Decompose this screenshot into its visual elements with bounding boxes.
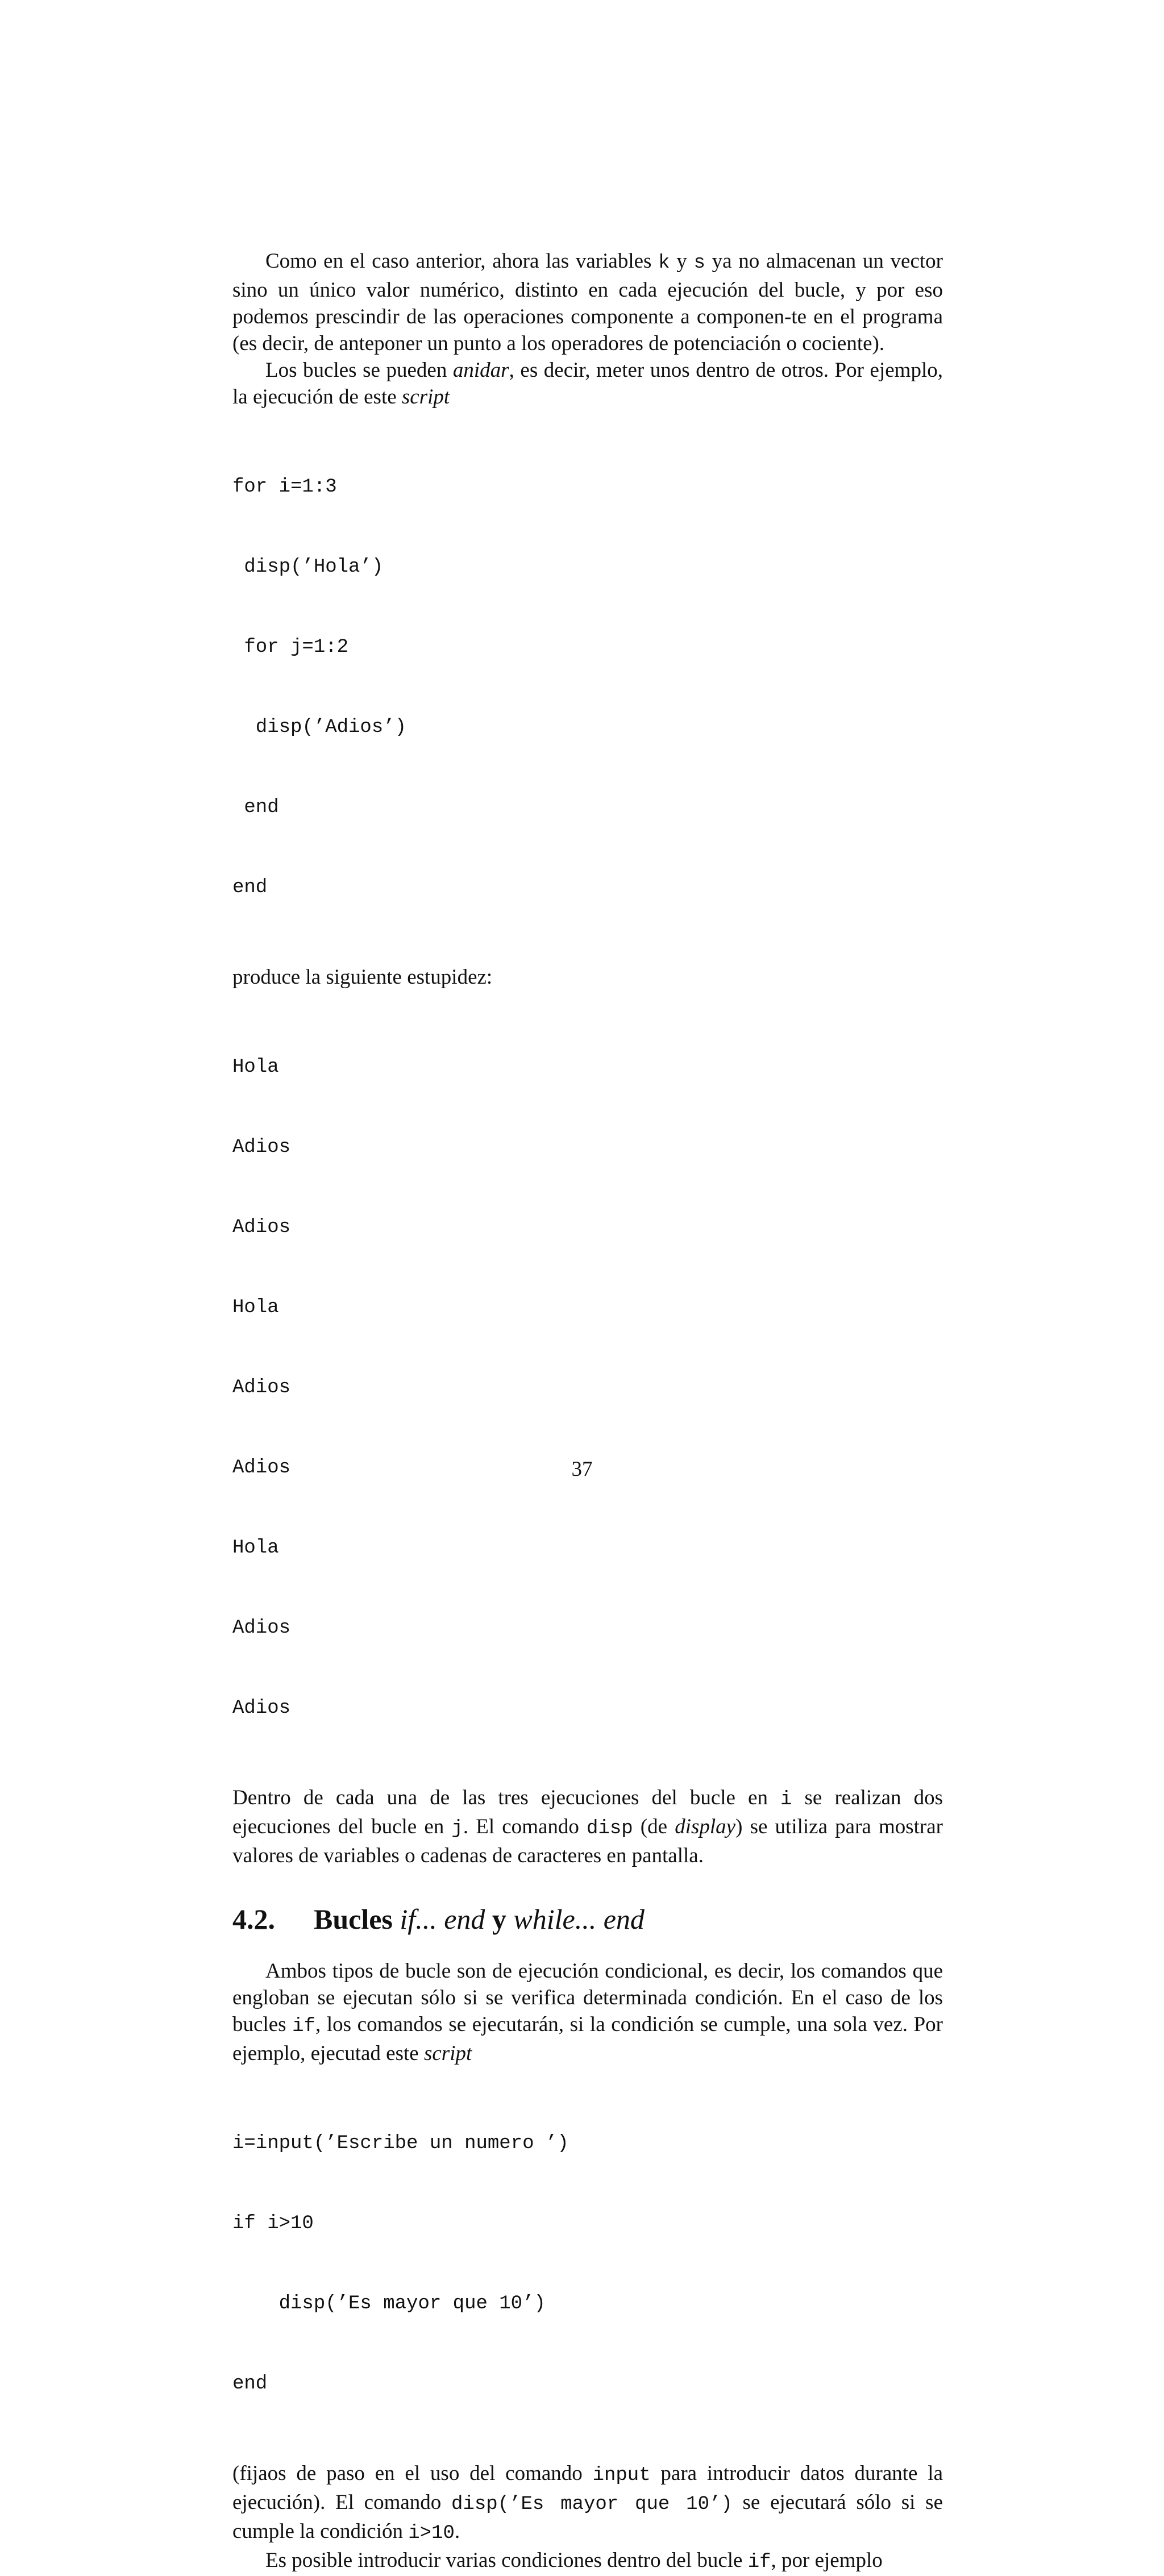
code-line: for i=1:3	[232, 476, 337, 498]
code-block-nested-for	[232, 421, 943, 955]
emphasis: anidar	[452, 359, 509, 382]
code-line: end	[232, 877, 268, 898]
text: , por ejemplo	[771, 2549, 883, 2572]
inline-code: input	[592, 2465, 651, 2486]
text: (fijaos de paso en el uso del comando	[232, 2462, 593, 2485]
code-line: for j=1:2	[232, 636, 349, 658]
paragraph-variables	[232, 248, 943, 357]
emphasis: script	[401, 385, 450, 409]
section-heading	[232, 1902, 943, 1936]
page-body	[232, 248, 943, 2576]
text: se ejecutará sólo si se cumple la condición	[232, 2491, 943, 2543]
text: Es posible introducir varias condiciones dentro del bucle	[265, 2549, 748, 2572]
output-line: Hola	[232, 1537, 279, 1559]
code-line: disp(’Adios’)	[232, 717, 407, 738]
output-line: Adios	[232, 1377, 291, 1399]
heading-text: y	[485, 1903, 514, 1935]
text: Los bucles se pueden	[265, 359, 453, 382]
inline-code: s	[693, 252, 705, 274]
inline-code: disp(’Es mayor que 10’)	[451, 2494, 733, 2515]
section-number: 4.2.	[232, 1903, 275, 1935]
text: , es decir, meter unos dentro de otros. Por ejemplo, la ejecución de este	[232, 359, 943, 409]
inline-code: disp	[587, 1818, 633, 1840]
text: para introducir datos durante la ejecución). El comando	[232, 2462, 943, 2514]
text: y	[670, 249, 694, 273]
output-line: Adios	[232, 1457, 291, 1479]
inline-code: if	[292, 2016, 315, 2037]
inline-code: k	[658, 252, 670, 274]
output-line: Hola	[232, 1056, 279, 1078]
text: Dentro de cada una de las tres ejecuciones del bucle en	[232, 1786, 781, 1809]
code-line: i=input(’Escribe un numero ’)	[232, 2133, 569, 2154]
text: .	[454, 2520, 460, 2543]
code-line: end	[232, 2373, 268, 2395]
text: Como en el caso anterior, ahora las variables	[265, 249, 659, 273]
code-block-if	[232, 2077, 943, 2451]
output-line: Adios	[232, 1697, 291, 1719]
heading-text: Bucles	[314, 1903, 400, 1935]
text: ) se utiliza para mostrar valores de variables o cadenas de caracteres en pantalla.	[232, 1815, 943, 1867]
code-block-output	[232, 1001, 943, 1775]
emphasis: script	[423, 2042, 472, 2065]
inline-code: i>10	[408, 2523, 455, 2544]
code-line: disp(’Es mayor que 10’)	[232, 2293, 546, 2315]
output-line: Hola	[232, 1297, 279, 1318]
text: . El comando	[463, 1815, 587, 1838]
code-line: disp(’Hola’)	[232, 556, 384, 578]
page-number: 37	[571, 1458, 593, 1481]
paragraph-produces: produce la siguiente estupidez:	[232, 966, 493, 989]
inline-code: j	[451, 1818, 463, 1840]
text: ya no almacenan un vector sino un único valor numérico, distinto en cada ejecución del bucle, y por eso podemos prescindir de las operaciones componente a componen-te en el programa (es decir, de anteponer un punto a los operadores de potenciación o cociente).	[232, 249, 943, 355]
text: se realizan dos ejecuciones del bucle en	[232, 1786, 943, 1838]
paragraph-multiple-conditions	[232, 2547, 943, 2576]
paragraph-nested-loops	[232, 357, 943, 410]
paragraph-explanation	[232, 1784, 943, 1869]
heading-emphasis: if... end	[400, 1903, 485, 1935]
code-line: if i>10	[232, 2213, 314, 2234]
heading-emphasis: while... end	[513, 1903, 645, 1935]
text: Ambos tipos de bucle son de ejecución condicional, es decir, los comandos que engloban se ejecutan sólo si se verifica determinada condición. En el caso de los bucles	[232, 1959, 943, 2036]
inline-code: i	[780, 1789, 792, 1811]
text: , los comandos se ejecutarán, si la condición se cumple, una sola vez. Por ejemplo, ejecutad este	[232, 2013, 943, 2065]
output-line: Adios	[232, 1217, 291, 1238]
code-line: end	[232, 797, 279, 818]
emphasis: display	[675, 1815, 736, 1838]
text: (de	[633, 1815, 675, 1838]
inline-code: if	[747, 2552, 771, 2573]
paragraph-conditional	[232, 1958, 943, 2067]
paragraph-input	[232, 2460, 943, 2547]
output-line: Adios	[232, 1137, 291, 1158]
output-line: Adios	[232, 1617, 291, 1639]
